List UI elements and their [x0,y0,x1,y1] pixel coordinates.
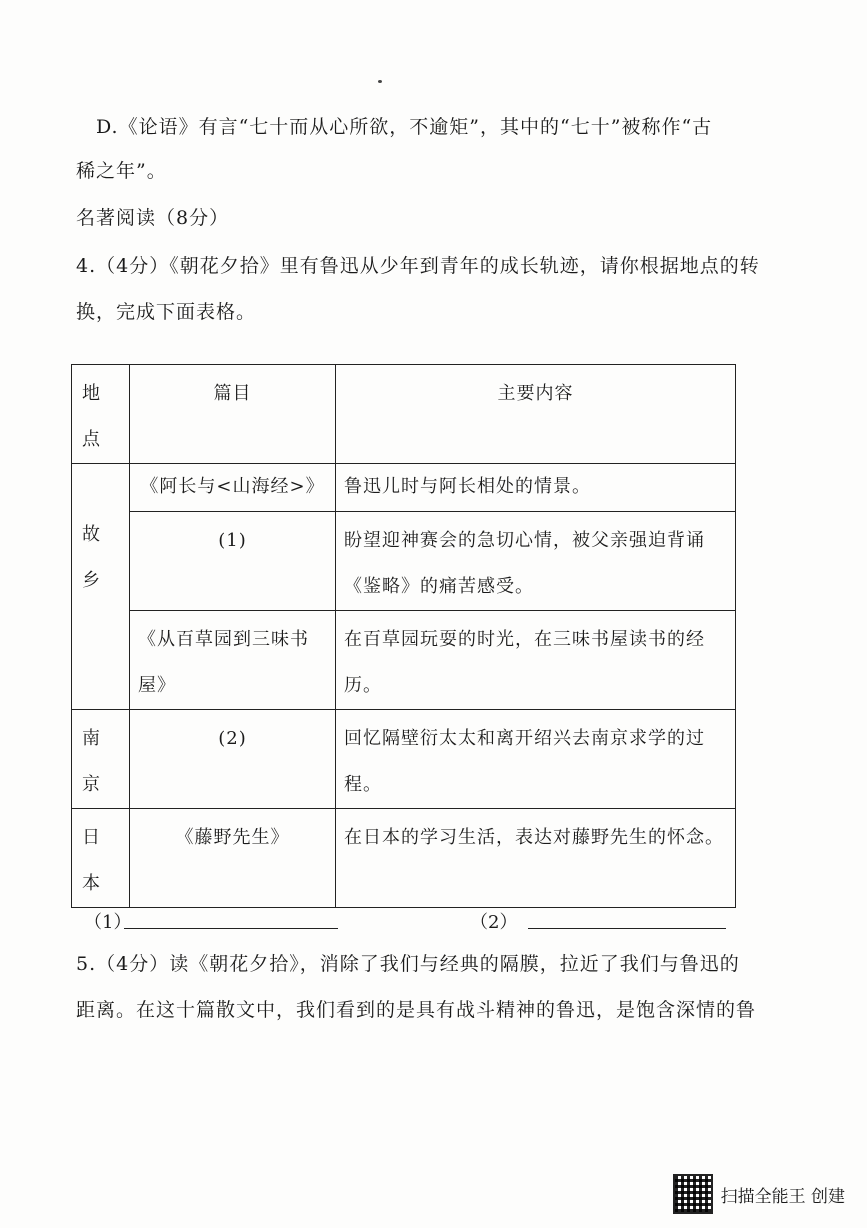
row-title: 《阿长与<山海经>》 [130,464,336,512]
place-hometown: 故乡 [72,464,130,710]
place-japan: 日本 [72,809,130,908]
header-content: 主要内容 [336,365,736,464]
table-header-row [72,365,736,464]
q4-line1: 4.（4分）《朝花夕拾》里有鲁迅从少年到青年的成长轨迹，请你根据地点的转 [76,255,760,277]
table-row [72,611,736,710]
table-row [72,512,736,611]
answer-blank-1-line[interactable] [124,928,338,929]
q5-line1: 5.（4分）读《朝花夕拾》，消除了我们与经典的隔膜，拉近了我们与鲁迅的 [76,953,740,975]
q4-line2: 换，完成下面表格。 [76,301,257,323]
row-content: 在百草园玩耍的时光，在三味书屋读书的经历。 [336,611,736,710]
row-content: 盼望迎神赛会的急切心情，被父亲强迫背诵《鉴略》的痛苦感受。 [336,512,736,611]
answer-blank-2-label: （2） [470,912,518,933]
scan-speck [378,80,382,83]
answer-blank-1-label: （1） [84,912,132,933]
option-d-line2: 稀之年”。 [76,160,167,182]
row-content: 鲁迅儿时与阿长相处的情景。 [336,464,736,512]
row-title-blank-1: (1) [130,512,336,611]
q5-line2: 距离。在这十篇散文中，我们看到的是具有战斗精神的鲁迅，是饱含深情的鲁 [76,999,757,1021]
option-d-line1: D.《论语》有言“七十而从心所欲，不逾矩”，其中的“七十”被称作“古 [96,116,713,138]
table-row [72,464,736,512]
header-title: 篇目 [130,365,336,464]
section-title: 名著阅读（8分） [76,207,230,229]
q4-table [71,364,736,908]
place-nanjing: 南京 [72,710,130,809]
qr-code-icon [673,1174,713,1214]
scanner-watermark [673,1174,845,1214]
row-content: 在日本的学习生活，表达对藤野先生的怀念。 [336,809,736,908]
table-row [72,809,736,908]
row-content: 回忆隔壁衍太太和离开绍兴去南京求学的过程。 [336,710,736,809]
watermark-label: 扫描全能王 创建 [720,1186,845,1207]
header-place: 地点 [72,365,130,464]
row-title-blank-2: (2) [130,710,336,809]
row-title: 《从百草园到三味书屋》 [130,611,336,710]
row-title: 《藤野先生》 [130,809,336,908]
answer-blank-2-line[interactable] [528,928,726,929]
table-row [72,710,736,809]
